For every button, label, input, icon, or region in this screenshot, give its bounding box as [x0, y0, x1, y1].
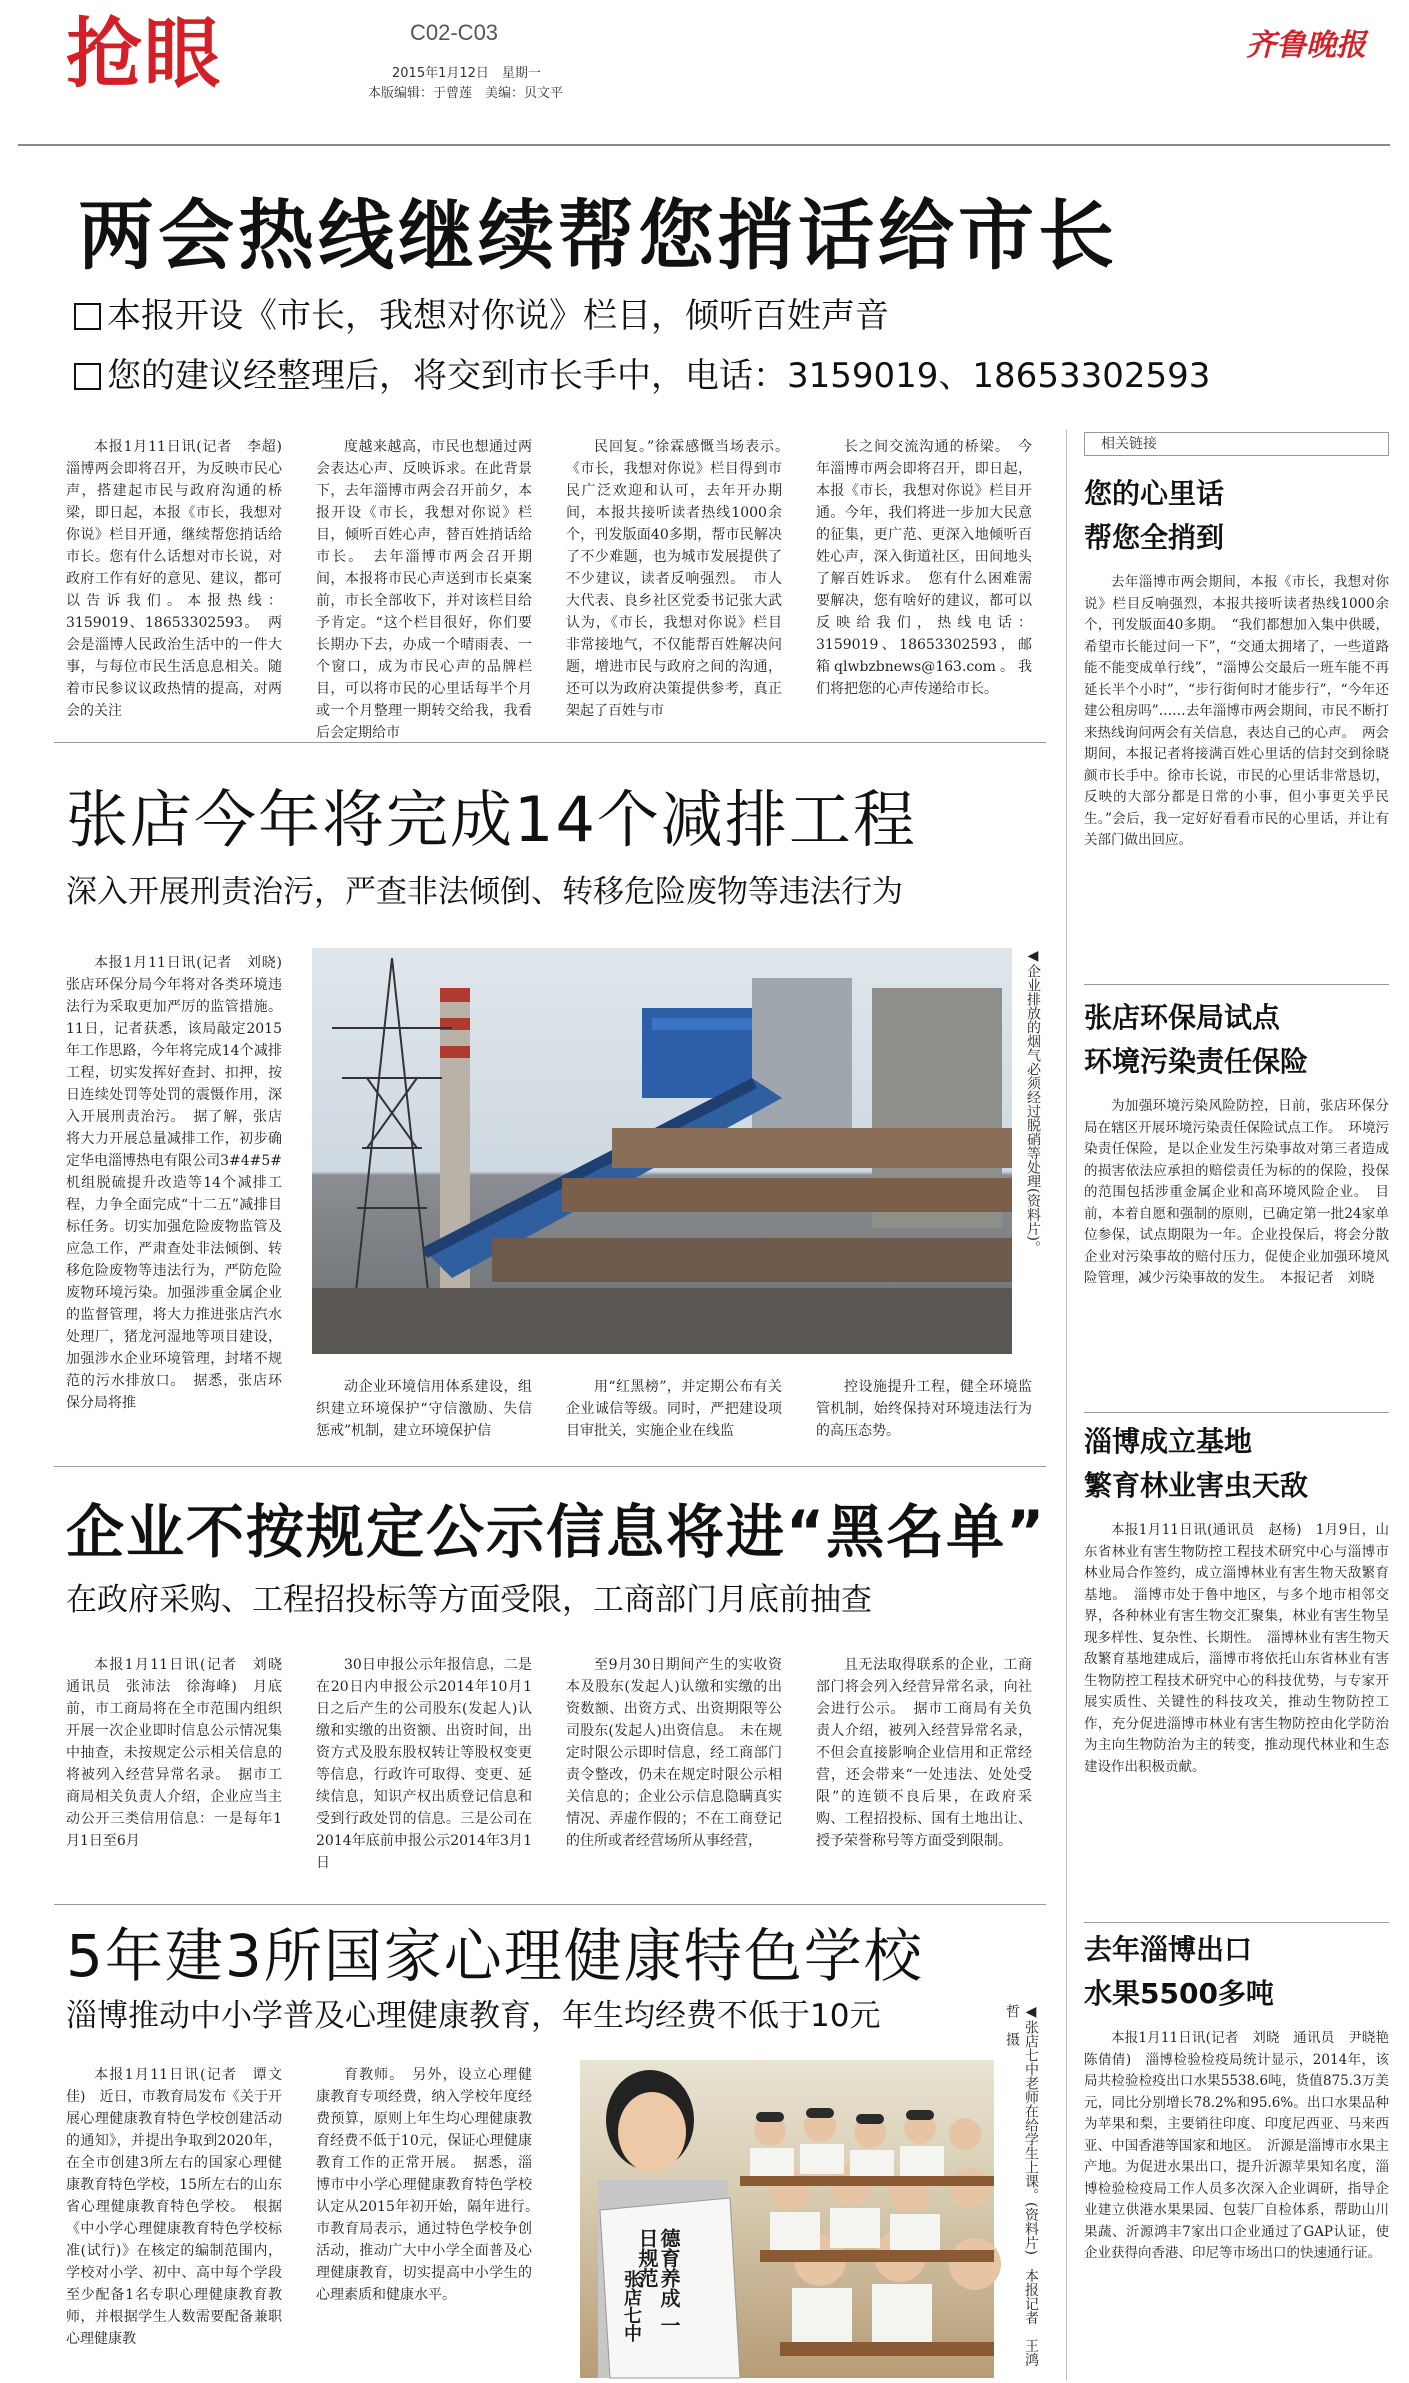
article2-col4-text: 控设施提升工程，健全环境监管机制，始终保持对环境违法行为的高压态势。	[816, 1379, 1032, 1439]
sidebar-item-title: 帮您全捎到	[1084, 521, 1225, 554]
deck-text: 您的建议经整理后，将交到市长手中，电话：3159019、18653302593	[107, 356, 1211, 396]
divider	[54, 742, 1046, 743]
book-text-school: 张店七中	[621, 2270, 642, 2342]
article1-deck1	[74, 292, 889, 340]
paper-name: 齐鲁晚报	[1246, 28, 1366, 63]
article4-deck: 淄博推动中小学普及心理健康教育，年生均经费不低于10元	[66, 1998, 881, 2034]
article3-col1	[66, 1654, 296, 1898]
article1-col3-text: 民回复。”徐霖感慨当场表示。 《市长，我想对你说》栏目得到市民广泛欢迎和认可，去年开办期间，本报共接听读者热线1000余个，刊发版面40多期，帮市民解决了不少难题，也为城市发展提供了不少建议，读者反响强烈。 市人大代表、良乡社区党委书记张大武认为，《市长，我想对你说》栏目非常接地气，不仅能帮百姓解决问题，增进市民与政府之间的沟通，还可以为政府决策提供参考，真正架起了百姓与市	[566, 439, 796, 719]
article1-col2-text: 度越来越高，市民也想通过两会表达心声、反映诉求。在此背景下，去年淄博市两会召开前夕，本报开设《市长，我想对你说》栏目，倾听百姓心声，替百姓捎话给市长。 去年淄博市两会召开期间，本报将市民心声送到市长桌案前，市长全部收下，并对该栏目给予肯定。“这个栏目很好，你们要长期办下去，办成一个晴雨表、一个窗口，成为市民心声的品牌栏目，可以将市民的心里话每半个月或一个月整理一期转交给我，我看后会定期给市	[316, 439, 532, 741]
article4-col1	[66, 2064, 282, 2376]
sidebar-item-body	[1084, 1096, 1389, 1396]
editor-line: 本版编辑：于曾莲 美编：贝文平	[368, 86, 564, 101]
article3-col3-text: 至9月30日期间产生的实收资本及股东(发起人)认缴和实缴的出资数额、出资方式、出资期限等公司股东(发起人)出资信息。 未在规定时限公示即时信息，经工商部门责令整改，仍未在规定时限公示相关信息的；企业公示信息隐瞒真实情况、弄虚作假的；不在工商登记的住所或者经营场所从事经营，	[566, 1657, 782, 1849]
sidebar-item-2	[1084, 996, 1389, 1396]
article1-col4	[816, 436, 1032, 726]
article2-col2	[316, 1376, 532, 1454]
article1-headline: 两会热线继续帮您捎话给市长	[78, 191, 1118, 280]
sidebar-item-body	[1084, 1520, 1389, 1940]
sidebar-item-title: 您的心里话	[1084, 477, 1225, 510]
article2-col3	[566, 1376, 782, 1454]
sidebar-item-1	[1084, 472, 1389, 1012]
divider	[1084, 984, 1389, 985]
article1-col4-text: 长之间交流沟通的桥梁。 今年淄博市两会即将召开，即日起，本报《市长，我想对你说》栏目开通。今年，我们将进一步加大民意的征集，更广范、更深入地倾听百姓心声，深入街道社区，田间地头了解百姓诉求。 您有什么困难需要解决，您有啥好的建议，都可以反映给我们，热线电话：3159019、18653302593，邮箱qlwbzbnews@163.com。我们将把您的心声传递给市长。	[816, 439, 1032, 697]
section-title: 抢眼	[66, 9, 222, 98]
article2-col2-text: 动企业环境信用体系建设，组织建立环境保护“守信激励、失信惩戒”机制，建立环境保护信	[316, 1379, 532, 1439]
article2-caption: ◀企业排放的烟气必须经过脱硝等处理(资料片)。	[1025, 948, 1041, 1255]
sidebar-label-box	[1084, 432, 1389, 456]
article2-col3-text: 用“红黑榜”，并定期公布有关企业诚信等级。同时，严把建设项目审批关，实施企业在线监	[566, 1379, 782, 1439]
article1-col1-text: 本报1月11日讯(记者 李超) 淄博两会即将召开，为反映市民心声，搭建起市民与政府沟通的桥梁，即日起，本报《市长，我想对你说》栏目开通，继续帮您捎话给市长。您有什么话想对市长说，对政府工作有好的意见、建议，都可以告诉我们。本报热线：3159019、18653302593。 两会是淄博人民政治生活中的一件大事，与每位市民生活息息相关。随着市民参议议政热情的提高，对两会的关注	[66, 439, 296, 719]
divider	[54, 1904, 1046, 1905]
sidebar-item-body-text: 为加强环境污染风险防控，日前，张店环保分局在辖区开展环境污染责任保险试点工作。 环境污染责任保险，是以企业发生污染事故对第三者造成的损害依法应承担的赔偿责任为标的的保险，投保的范围包括涉重金属企业和高环境风险企业。 目前，本着自愿和强制的原则，已确定第一批24家单位参保，试点期限为一年。企业投保后，将会分散企业对污染事故的赔付压力，促使企业加强环境风险管理，减少污染事故的发生。 本报记者 刘晓	[1084, 1098, 1389, 1286]
article2-deck: 深入开展刑责治污，严查非法倾倒、转移危险废物等违法行为	[66, 874, 903, 910]
sidebar-item-body	[1084, 2028, 1403, 2378]
sidebar-item-title: 水果5500多吨	[1084, 1977, 1274, 2010]
article2-headline: 张店今年将完成14个减排工程	[66, 783, 917, 856]
photo-power-plant	[312, 948, 1012, 1354]
article3-col3	[566, 1654, 782, 1898]
square-bullet-icon	[74, 303, 101, 330]
deck-text: 本报开设《市长，我想对你说》栏目，倾听百姓声音	[107, 296, 889, 336]
divider	[54, 1466, 1046, 1467]
article4-col2	[316, 2064, 546, 2376]
sidebar-item-4	[1084, 1928, 1403, 2378]
photo-classroom	[580, 2060, 994, 2378]
article4-col1-text: 本报1月11日讯(记者 谭文佳) 近日，市教育局发布《关于开展心理健康教育特色学校创建活动的通知》，并提出争取到2020年，在全市创建3所左右的国家心理健康教育特色学校，15所左右的山东省心理健康教育特色学校。 根据《中小学心理健康教育特色学校标准(试行)》在核定的编制范围内，学校对小学、初中、高中每个学段至少配备1名专职心理健康教育教师，并根据学生人数需要配备兼职心理健康教	[66, 2067, 282, 2347]
sidebar-item-body-text: 本报1月11日讯(记者 刘晓 通讯员 尹晓艳 陈倩倩) 淄博检验检疫局统计显示，2014年，该局共检验检疫出口水果5538.6吨，货值875.3万美元，同比分别增长78.2%和95.6%。出口水果品种为苹果和梨，主要销往印度、印度尼西亚、马来西亚、中国香港等国家和地区。 沂源是淄博市水果主产地。为促进水果出口，提升沂源苹果知名度，淄博检验检疫局工作人员多次深入企业调研，指导企业建立供港水果果园、包装厂自检体系，帮助山川果蔬、沂源鸿丰7家出口企业通过了GAP认证，使企业获得向香港、印尼等市场出口的快速通行证。	[1084, 2030, 1403, 2261]
article4-caption: ◀张店七中老师在给学生上课。(资料片) 本报记者 王鸿哲 摄	[1004, 2004, 1039, 2367]
sidebar-item-body-text: 本报1月11日讯(通讯员 赵杨) 1月9日，山东省林业有害生物防控工程技术研究中心与淄博市林业局合作签约，成立淄博林业有害生物天敌繁育基地。 淄博市处于鲁中地区，与多个地市相邻交界，各种林业有害生物交汇聚集，林业有害生物呈现多样性、复杂性、长期性。 淄博林业有害生物天敌繁育基地建成后，淄博市将依托山东省林业有害生物防控工程技术研究中心的科技优势，与专家开展实质性、关键性的科技攻关，推动生物防控工作，充分促进淄博市林业有害生物防控由化学防治为主向生物防治为主的转变，推动现代林业和生态建设作出积极贡献。	[1084, 1522, 1389, 1775]
sidebar-item-title: 淄博成立基地	[1084, 1425, 1253, 1458]
sidebar-item-3	[1084, 1420, 1389, 1940]
sidebar-item-title: 繁育林业害虫天敌	[1084, 1469, 1309, 1502]
article3-col4-text: 且无法取得联系的企业，工商部门将会列入经营异常名录，向社会进行公示。 据市工商局有关负责人介绍，被列入经营异常名录，不但会直接影响企业信用和正常经营，还会带来“一处违法、处处受限”的连锁不良后果，在政府采购、工程招投标、国有土地出让、授予荣誉称号等方面受到限制。	[816, 1657, 1032, 1849]
classroom-illustration	[580, 2060, 994, 2378]
article3-col4	[816, 1654, 1032, 1898]
page-range: C02-C03	[410, 20, 499, 45]
sidebar-item-title: 张店环保局试点	[1084, 1001, 1281, 1034]
sidebar-vertical-rule	[1066, 430, 1067, 2380]
article3-headline: 企业不按规定公示信息将进“黑名单”	[66, 1498, 1047, 1566]
header-rule	[18, 144, 1390, 146]
sidebar-item-body-text: 去年淄博市两会期间，本报《市长，我想对你说》栏目反响强烈，本报共接听读者热线1000余个，刊发版面40多期。 “我们都想加入集中供暖，希望市长能过问一下”，“交通太拥堵了，一些道路能不能变成单行线”，“淄博公交最后一班车能不再延长半个小时”，“步行街何时才能步行”，“今年还建公租房吗”……去年淄博市两会期间，市民不断打来热线询问两会有关信息，表达自己的心声。 两会期间，本报记者将接满百姓心里话的信封交到徐晓颜市长手中。徐市长说，市民的心里话非常恳切，反映的大部分都是日常的小事，但小事更关乎民生。”会后，我一定好好看看市民的心里话，并让有关部门做出回应。	[1084, 574, 1389, 848]
square-bullet-icon	[74, 363, 101, 390]
divider	[1084, 1922, 1389, 1923]
sidebar-item-title: 去年淄博出口	[1084, 1933, 1253, 1966]
power-plant-illustration	[312, 948, 1012, 1354]
article3-col1-text: 本报1月11日讯(记者 刘晓 通讯员 张沛法 徐海峰) 月底前，市工商局将在全市范围内组织开展一次企业即时信息公示情况集中抽查，未按规定公示相关信息的将被列入经营异常名录。 据市工商局相关负责人介绍，企业应当主动公开三类信用信息：一是每年1月1日至6月	[66, 1657, 296, 1849]
article2-col1-text: 本报1月11日讯(记者 刘晓) 张店环保分局今年将对各类环境违法行为采取更加严厉的监管措施。11日，记者获悉，该局敲定2015年工作思路，今年将完成14个减排工程，切实发挥好查封、扣押，按日连续处罚等处罚的震慑作用，深入开展刑责治污。 据了解，张店将大力开展总量减排工作，初步确定华电淄博热电有限公司3#4#5#机组脱硫提升改造等14个减排工程，力争全面完成“十二五”减排目标任务。切实加强危险废物监管及应急工作，严肃查处非法倾倒、转移危险废物等违法行为，严防危险废物环境污染。加强涉重金属企业的监督管理，将大力推进张店汽水处理厂，猪龙河湿地等项目建设，加强涉水企业环境管理，封堵不规范的污水排放口。 据悉，张店环保分局将推	[66, 955, 296, 1411]
article1-deck2	[74, 352, 1210, 400]
article4-headline: 5年建3所国家心理健康特色学校	[66, 1922, 924, 1990]
article4-col2-text: 育教师。 另外，设立心理健康教育专项经费，纳入学校年度经费预算，原则上年生均心理健康教育经费不低于10元，保证心理健康教育工作的正常开展。 据悉，淄博市中小学心理健康教育特色学校认定从2015年初开始，隔年进行。 市教育局表示，通过特色学校争创活动，推动广大中小学全面普及心理健康教育，切实提高中小学生的心理素质和健康水平。	[316, 2067, 546, 2303]
sidebar-label: 相关链接	[1101, 436, 1157, 452]
article2-col4	[816, 1376, 1032, 1454]
article2-col1	[66, 952, 296, 1454]
article3-col2	[316, 1654, 532, 1898]
article1-col3	[566, 436, 796, 726]
divider	[1084, 1412, 1389, 1413]
sidebar-item-title: 环境污染责任保险	[1084, 1045, 1309, 1078]
article1-col1	[66, 436, 296, 726]
book-text: 德育养成 一日规范	[635, 2228, 681, 2335]
article1-col2	[316, 436, 532, 741]
sidebar-item-body	[1084, 572, 1389, 1012]
article3-col2-text: 30日申报公示年报信息，二是在20日内申报公示2014年10月1日之后产生的公司股东(发起人)认缴和实缴的出资额、出资时间，出资方式及股东股权转让等股权变更等信息，行政许可取得、变更、延续信息，知识产权出质登记信息和受到行政处罚的信息。三是公司在2014年底前申报公示2014年3月1日	[316, 1657, 532, 1871]
date-line: 2015年1月12日 星期一	[392, 66, 541, 81]
article3-deck: 在政府采购、工程招投标等方面受限，工商部门月底前抽查	[66, 1582, 872, 1618]
